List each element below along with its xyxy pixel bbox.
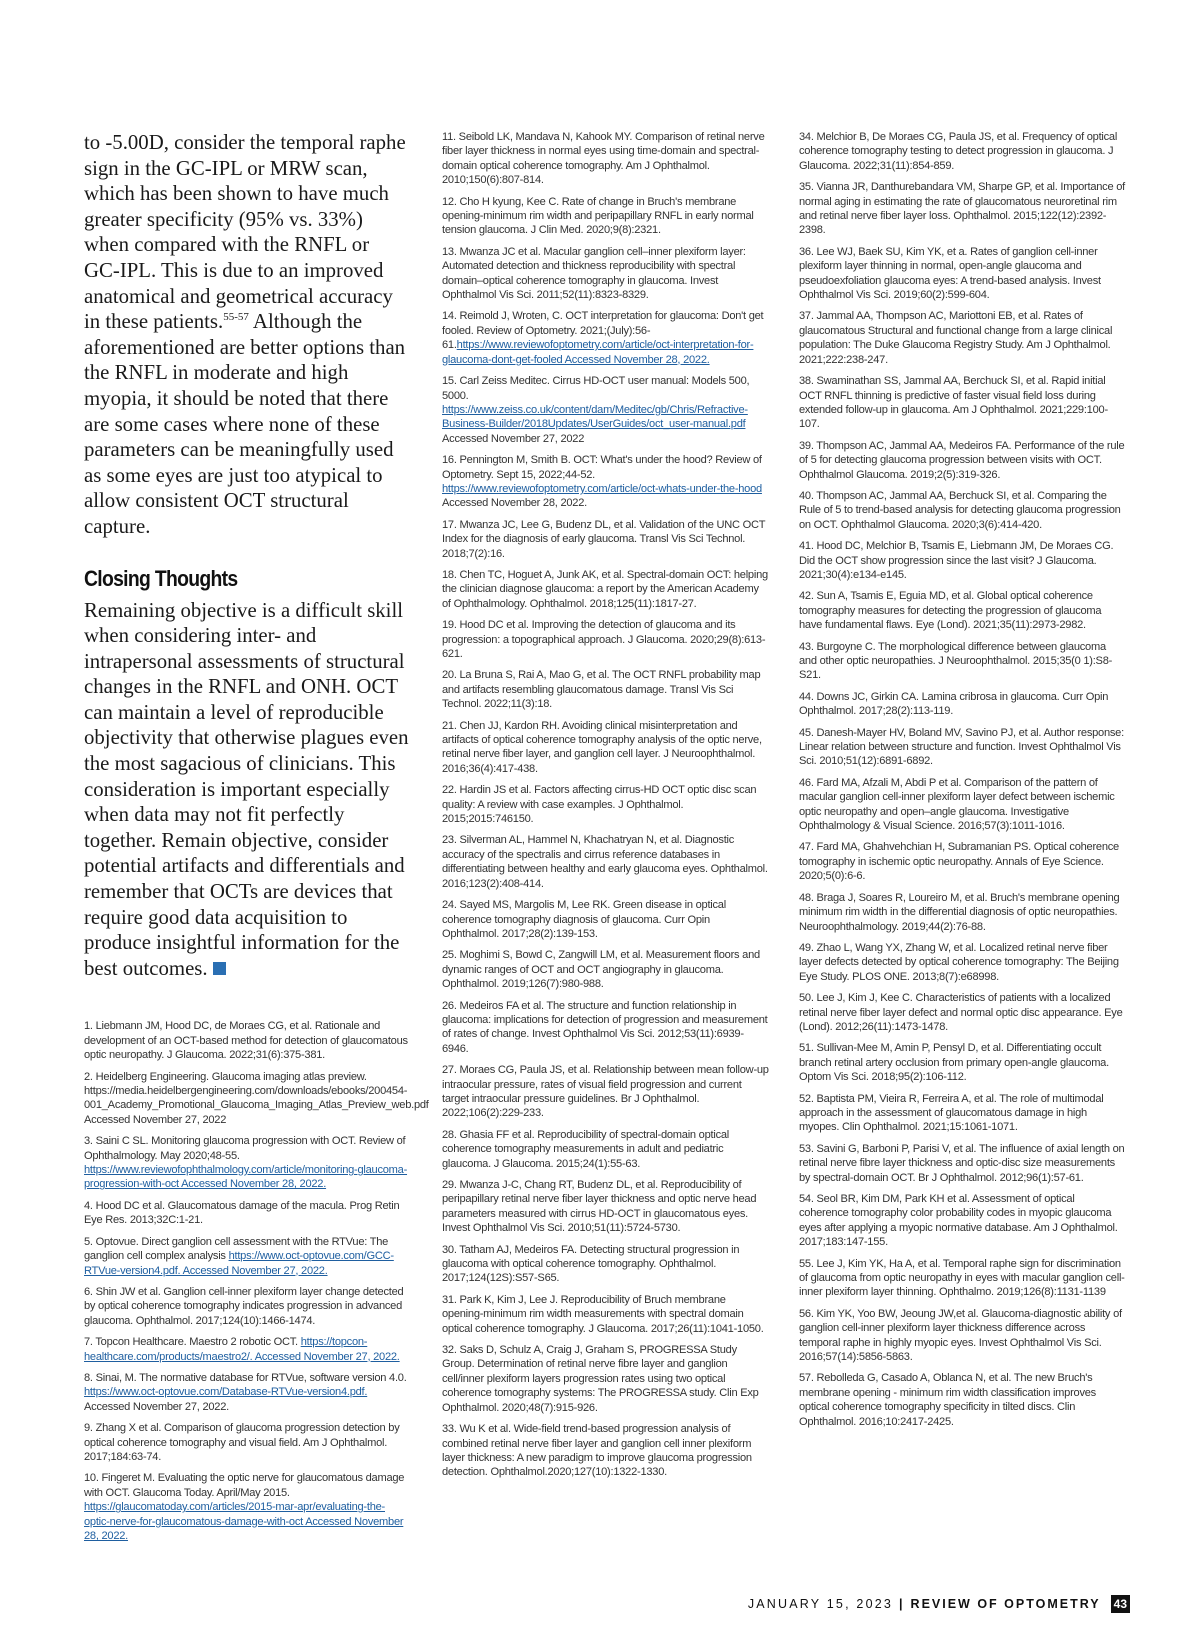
reference-item <box>799 489 1126 532</box>
reference-text: 37. Jammal AA, Thompson AC, Mariottoni EB, et al. Rates of glaucomatous Structural and functional change from a large clinical population: The Duke Glaucoma Registry Study. Am J Ophthalmol. 2021;222:238-247. <box>799 310 1113 366</box>
reference-text: 39. Thompson AC, Jammal AA, Medeiros FA. Performance of the rule of 5 for detecting glaucoma progression between visits with OCT. Ophthalmol Glaucoma. 2019;2(5):319-326. <box>799 439 1125 481</box>
reference-item <box>442 1422 769 1480</box>
reference-text: 38. Swaminathan SS, Jammal AA, Berchuck SI, et al. Rapid initial OCT RNFL thinning is predictive of faster visual field loss during extended follow-up in glaucoma. Am J Ophthalmol. 2021;229:100-107. <box>799 375 1108 431</box>
reference-text: 49. Zhao L, Wang YX, Zhang W, et al. Localized retinal nerve fiber layer defects detected by optical coherence tomography: The Beijing Eye Study. PLOS ONE. 2013;8(7):e68998. <box>799 941 1119 983</box>
reference-text: 46. Fard MA, Afzali M, Abdi P et al. Comparison of the pattern of macular ganglion cell-inner plexiform layer defect between ischemic optic neuropathy and open–angle glaucoma. Investigative Ophthalmology & Visual Science. 2016;57(3):1011-1016. <box>799 776 1115 833</box>
reference-item <box>799 840 1126 883</box>
reference-item <box>84 1335 410 1364</box>
reference-item <box>442 783 769 826</box>
reference-item <box>799 891 1126 934</box>
reference-item <box>442 130 769 188</box>
reference-item <box>84 1371 410 1414</box>
reference-text: 21. Chen JJ, Kardon RH. Avoiding clinical misinterpretation and artifacts of optical coherence tomography analysis of the optic nerve, retinal nerve fiber layer, and ganglion cell layer. J Neuroophthalmol. 2016;36(4):417-438. <box>442 719 762 775</box>
reference-list-column-3 <box>799 130 1126 1429</box>
reference-item <box>84 1235 410 1278</box>
citation-superscript: 55-57 <box>223 311 249 324</box>
reference-item <box>799 245 1126 303</box>
reference-item <box>84 1471 410 1543</box>
reference-item <box>442 898 769 941</box>
reference-item <box>442 453 769 511</box>
reference-text: 25. Moghimi S, Bowd C, Zangwill LM, et al. Measurement floors and dynamic ranges of OCT and OCT angiography in glaucoma. Ophthalmol. 2019;126(7):980-988. <box>442 949 760 991</box>
reference-link[interactable]: https://glaucomatoday.com/articles/2015-mar-apr/evaluating-the-optic-nerve-for-glaucomatous-damage-with-oct Accessed November 28, 2022. <box>84 1501 404 1542</box>
footer-separator: | <box>899 1597 905 1611</box>
reference-text: 15. Carl Zeiss Meditec. Cirrus HD-OCT user manual: Models 500, 5000. <box>442 375 750 402</box>
reference-text: 10. Fingeret M. Evaluating the optic nerve for glaucomatous damage with OCT. Glaucoma Today. April/May 2015. <box>84 1472 405 1499</box>
reference-text: 7. Topcon Healthcare. Maestro 2 robotic OCT. <box>84 1336 301 1349</box>
end-of-article-square-icon <box>213 962 226 975</box>
reference-text: 35. Vianna JR, Danthurebandara VM, Sharpe GP, et al. Importance of normal aging in estimating the rate of glaucomatous neuroretinal rim and retinal nerve fiber layer loss. Ophthalmol. 2015;122(12):2392-2398. <box>799 181 1125 237</box>
reference-item <box>799 130 1126 173</box>
reference-item <box>84 1019 410 1062</box>
reference-item <box>799 1257 1126 1300</box>
reference-text: 20. La Bruna S, Rai A, Mao G, et al. The OCT RNFL probability map and artifacts resembling glaucomatous damage. Transl Vis Sci Technol. 2022;11(3):18. <box>442 669 761 711</box>
reference-text: 45. Danesh-Mayer HV, Boland MV, Savino PJ, et al. Author response: Linear relation between structure and function. Invest Ophthalmol Vis Sci. 2010;51(12):6891-6892. <box>799 726 1124 768</box>
reference-item <box>799 439 1126 482</box>
reference-text: 44. Downs JC, Girkin CA. Lamina cribrosa in glaucoma. Curr Opin Ophthalmol. 2017;28(2):113-119. <box>799 690 1109 718</box>
reference-link[interactable]: https://www.reviewofoptometry.com/article/oct-interpretation-for-glaucoma-dont-get-fooled Accessed November 28, 2022. <box>442 339 754 366</box>
reference-text-after-link: Accessed November 27, 2022 <box>442 432 585 445</box>
reference-item <box>442 1243 769 1286</box>
reference-text: 43. Burgoyne C. The morphological difference between glaucoma and other optic neuropathies. J Neuroophthalmol. 2015;35(0 1):S8-S21. <box>799 640 1113 682</box>
reference-text: 6. Shin JW et al. Ganglion cell-inner plexiform layer change detected by optical coherence tomography indicates progression in advanced glaucoma. Ophthalmol. 2017;124(10):1466-1474. <box>84 1285 404 1327</box>
reference-text: 36. Lee WJ, Baek SU, Kim YK, et a. Rates of ganglion cell-inner plexiform layer thinning in normal, open-angle glaucoma and pseudoexfoliation glaucoma eyes: A trend-based analysis. Invest Ophthalmol Vis Sci. 2019;60(2):599-604. <box>799 245 1101 302</box>
reference-text: 32. Saks D, Schulz A, Craig J, Graham S, PROGRESSA Study Group. Determination of retinal nerve fibre layer and ganglion cell/inner plexiform layers progression rates using two optical coherence tomography systems: The PROGRESSA study. Clin Exp Ophthalmol. 2020;48(7):915-926. <box>442 1344 759 1414</box>
closing-text: Remaining objective is a difficult skill when considering inter- and intrapersonal assessments of structural changes in the RNFL and ONH. OCT can maintain a level of reproducible objectivity that otherwise plagues even the most sagacious of clinicians. This consideration is important especially when data may not fit perfectly together. Remain objective, consider potential artifacts and differentials and remember that OCTs are devices that require good data acquisition to produce insightful information for the best outcomes. <box>84 598 409 980</box>
reference-item <box>799 941 1126 984</box>
reference-text: 53. Savini G, Barboni P, Parisi V, et al. The influence of axial length on retinal nerve fibre layer thickness and optic-disc size measurements by spectral-domain OCT. Br J Ophthalmol. 2012;96(1):57-61. <box>799 1142 1125 1184</box>
reference-text: 23. Silverman AL, Hammel N, Khachatryan N, et al. Diagnostic accuracy of the spectralis and cirrus reference databases in differentiating between healthy and early glaucoma eyes. Ophthalmol. 2016;123(2):408-414. <box>442 834 768 890</box>
reference-item <box>84 1285 410 1328</box>
reference-item <box>442 1128 769 1171</box>
reference-link[interactable]: https://topcon-healthcare.com/products/maestro2/. Accessed November 27, 2022. <box>84 1336 400 1363</box>
intro-text-continued: Although the aforementioned are better options than the RNFL in moderate and high myopia, it should be noted that there are some cases where none of these parameters can be meaningfully used as some eyes are just too atypical to allow consistent OCT structural capture. <box>84 310 406 538</box>
reference-text: 12. Cho H kyung, Kee C. Rate of change in Bruch's membrane opening-minimum rim width and peripapillary RNFL in early normal tension glaucoma. J Clin Med. 2020;9(8):2321. <box>442 195 754 237</box>
reference-item <box>442 309 769 367</box>
column-2 <box>442 130 769 1487</box>
reference-item <box>84 1070 429 1128</box>
reference-text: 54. Seol BR, Kim DM, Park KH et al. Assessment of optical coherence tomography color probability codes in myopic glaucoma eyes after applying a myopic normative database. Am J Ophthalmol. 2017;183:147-155. <box>799 1193 1118 1249</box>
reference-item <box>799 1142 1126 1185</box>
reference-text: 50. Lee J, Kim J, Kee C. Characteristics of patients with a localized retinal nerve fiber layer defect and normal optic disc appearance. Eye (Lond). 2012;26(11):1473-1478. <box>799 992 1123 1033</box>
reference-item <box>84 1199 410 1228</box>
reference-text: 56. Kim YK, Yoo BW, Jeoung JW,et al. Glaucoma-diagnostic ability of ganglion cell-inner plexiform layer thickness difference across temporal raphe in highly myopic eyes. Invest Ophthalmol Vis Sci. 2016;57(14):5856-5863. <box>799 1307 1122 1364</box>
closing-thoughts-heading: Closing Thoughts <box>84 565 238 591</box>
reference-text: 52. Baptista PM, Vieira R, Ferreira A, et al. The role of multimodal approach in the assessment of glaucomatous damage in high myopes. Clin Ophthalmol. 2021;15:1061-1071. <box>799 1092 1104 1134</box>
reference-text: 34. Melchior B, De Moraes CG, Paula JS, et al. Frequency of optical coherence tomography testing to detect progression in glaucoma. J Glaucoma. 2022;31(11):854-859. <box>799 131 1118 172</box>
reference-item <box>799 539 1126 582</box>
reference-text: 4. Hood DC et al. Glaucomatous damage of the macula. Prog Retin Eye Res. 2013;32C:1-21. <box>84 1199 400 1227</box>
page-number: 43 <box>1111 1595 1130 1613</box>
reference-link[interactable]: https://www.reviewofoptometry.com/article/oct-whats-under-the-hood <box>442 482 762 495</box>
reference-text: 40. Thompson AC, Jammal AA, Berchuck SI, et al. Comparing the Rule of 5 to trend-based analysis for detecting glaucoma progression on OCT. Ophthalmol Glaucoma. 2020;3(6):414-420. <box>799 489 1121 531</box>
reference-text: 5. Optovue. Direct ganglion cell assessment with the RTVue: The ganglion cell complex analysis <box>84 1235 389 1263</box>
reference-text: 51. Sullivan-Mee M, Amin P, Pensyl D, et al. Differentiating occult branch retinal artery occlusion from primary open-angle glaucoma. Optom Vis Sci. 2018;95(2):106-112. <box>799 1042 1109 1084</box>
intro-text: to -5.00D, consider the temporal raphe sign in the GC-IPL or MRW scan, which has been shown to have much greater specificity (95% vs. 33%) when compared with the RNFL or GC-IPL. This is due to an improved anatomical and geometrical accuracy in these patients. <box>84 131 406 334</box>
reference-text: 55. Lee J, Kim YK, Ha A, et al. Temporal raphe sign for discrimination of glaucoma from optic neuropathy in eyes with macular ganglion cell-inner plexiform layer thinning. Ophthalmo. 2019;126(8):1131-1139 <box>799 1257 1125 1299</box>
column-1 <box>84 130 429 1550</box>
reference-item <box>442 1343 769 1415</box>
reference-item <box>799 180 1126 238</box>
reference-item <box>442 195 769 238</box>
reference-item <box>799 991 1126 1034</box>
reference-text: 27. Moraes CG, Paula JS, et al. Relationship between mean follow-up intraocular pressure, rates of visual field progression and current target intraocular pressure guidelines. Br J Ophthalmol. 2022;106(2):229-233. <box>442 1064 769 1120</box>
page-footer <box>748 1595 1130 1613</box>
reference-item <box>799 1092 1126 1135</box>
reference-text: 57. Rebolleda G, Casado A, Oblanca N, et al. The new Bruch's membrane opening - minimum rim width classification improves optical coherence tomography specificity in tilted discs. Clin Ophthalmol. 2016;10:2417-2425. <box>799 1372 1096 1428</box>
reference-text: 30. Tatham AJ, Medeiros FA. Detecting structural progression in glaucoma with optical coherence tomography. Ophthalmol. 2017;124(12S):S57-S65. <box>442 1243 740 1285</box>
reference-item <box>442 1293 769 1336</box>
reference-item <box>442 668 769 711</box>
reference-text: 31. Park K, Kim J, Lee J. Reproducibility of Bruch membrane opening-minimum rim width measurements with spectral domain optical coherence tomography. J Glaucoma. 2017;26(11):1041-1050. <box>442 1293 764 1335</box>
reference-item <box>799 690 1126 719</box>
closing-paragraph <box>84 598 410 982</box>
reference-link[interactable]: https://www.zeiss.co.uk/content/dam/Meditec/gb/Chris/Refractive-Business-Builder/2018Updates/UserGuides/oct_user-manual.pdf <box>442 403 748 431</box>
reference-item <box>799 776 1126 834</box>
reference-text-after-link: Accessed November 27, 2022. <box>84 1400 229 1413</box>
reference-item <box>799 726 1126 769</box>
reference-item <box>442 1178 769 1236</box>
issue-date: JANUARY 15, 2023 <box>747 1597 894 1611</box>
reference-item <box>799 640 1126 683</box>
journal-name: REVIEW OF OPTOMETRY <box>910 1597 1101 1611</box>
column-3 <box>799 130 1126 1436</box>
reference-text: 48. Braga J, Soares R, Loureiro M, et al. Bruch's membrane opening minimum rim width in the differential diagnosis of optic neuropathies. Neuroophthalmology. 2019;44(2):76-88. <box>799 891 1120 933</box>
reference-text-after-link: Accessed November 28, 2022. <box>442 497 587 510</box>
reference-item <box>442 518 769 561</box>
reference-item <box>84 1134 410 1192</box>
reference-text: 9. Zhang X et al. Comparison of glaucoma progression detection by optical coherence tomography and visual field. Am J Ophthalmol. 2017;184:63-74. <box>84 1422 400 1463</box>
reference-item <box>799 1192 1126 1250</box>
reference-item <box>442 719 769 777</box>
reference-item <box>799 589 1126 632</box>
reference-list-column-1 <box>84 1019 429 1543</box>
reference-text: 17. Mwanza JC, Lee G, Budenz DL, et al. Validation of the UNC OCT Index for the diagnosis of early glaucoma. Transl Vis Sci Technol. 2018;7(2):16. <box>442 518 766 560</box>
reference-item <box>442 245 769 303</box>
reference-text: 33. Wu K et al. Wide-field trend-based progression analysis of combined retinal nerve fiber layer and ganglion cell inner plexiform layer thickness: A new paradigm to improve glaucoma progression detection. Ophthalmol.2020;127(10):1322-1330. <box>442 1423 752 1479</box>
reference-text: 13. Mwanza JC et al. Macular ganglion cell–inner plexiform layer: Automated detection and thickness reproducibility with spectral domain–optical coherence tomography in glaucoma. Invest Ophthalmol Vis Sci. 2011;52(11):8323-8329. <box>442 245 746 302</box>
reference-item <box>84 1421 410 1464</box>
reference-item <box>442 1063 769 1121</box>
reference-text: 47. Fard MA, Ghahvehchian H, Subramanian PS. Optical coherence tomography in ischemic optic neuropathy. Annals of Eye Science. 2020;5(0):6-6. <box>799 841 1119 883</box>
reference-list-column-2 <box>442 130 769 1480</box>
reference-item <box>442 833 769 891</box>
reference-text: 24. Sayed MS, Margolis M, Lee RK. Green disease in optical coherence tomography diagnosis of glaucoma. Curr Opin Ophthalmol. 2017;28(2):139-153. <box>442 899 726 940</box>
reference-text: 41. Hood DC, Melchior B, Tsamis E, Liebmann JM, De Moraes CG. Did the OCT show progression since the last visit? J Glaucoma. 2021;30(4):e134-e145. <box>799 540 1114 581</box>
reference-item <box>442 568 769 611</box>
reference-text: 2. Heidelberg Engineering. Glaucoma imaging atlas preview. https://media.heidelbergengineering.com/downloads/ebooks/200454-001_Academy_Promotional_Glaucoma_Imaging_Atlas_Preview_web.pdf Accessed November 27, 2022 <box>84 1070 429 1126</box>
reference-link[interactable]: https://www.oct-optovue.com/Database-RTVue-version4.pdf. <box>84 1386 368 1399</box>
reference-text: 28. Ghasia FF et al. Reproducibility of spectral-domain optical coherence tomography measurements in adult and pediatric glaucoma. J Glaucoma. 2015;24(1):55-63. <box>442 1128 730 1170</box>
reference-text: 19. Hood DC et al. Improving the detection of glaucoma and its progression: a topographical approach. J Glaucoma. 2020;29(8):613-621. <box>442 619 766 660</box>
reference-item <box>799 1041 1126 1084</box>
reference-text: 42. Sun A, Tsamis E, Eguia MD, et al. Global optical coherence tomography measures for detecting the progression of glaucoma have fundamental flaws. Eye (Lond). 2021;35(11):2973-2982. <box>799 590 1102 632</box>
reference-link[interactable]: https://www.reviewofophthalmology.com/article/monitoring-glaucoma-progression-with-oct Accessed November 28, 2022. <box>84 1164 408 1191</box>
reference-item <box>799 309 1126 367</box>
reference-text: 22. Hardin JS et al. Factors affecting cirrus-HD OCT optic disc scan quality: A review with case examples. J Ophthalmol. 2015;2015:746150. <box>442 784 757 826</box>
reference-text: 26. Medeiros FA et al. The structure and function relationship in glaucoma: implications for detection of progression and measurement of rates of change. Invest Ophthalmol Vis Sci. 2012;53(11):6939-6946. <box>442 999 768 1055</box>
reference-text: 11. Seibold LK, Mandava N, Kahook MY. Comparison of retinal nerve fiber layer thickness in normal eyes using time-domain and spectral-domain optical coherence tomography. Am J Ophthalmol. 2010;150(6):807-814. <box>442 131 765 187</box>
reference-item <box>799 374 1126 432</box>
reference-item <box>799 1307 1126 1365</box>
reference-item <box>442 948 769 991</box>
reference-text: 29. Mwanza J-C, Chang RT, Budenz DL, et al. Reproducibility of peripapillary retinal nerve fiber layer thickness and optic nerve head parameters measured with cirrus HD-OCT in glaucomatous eyes. Invest Ophthalmol Vis Sci. 2010;51(11):5724-5730. <box>442 1179 757 1235</box>
reference-item <box>799 1371 1126 1429</box>
intro-paragraph <box>84 130 410 540</box>
reference-item <box>442 618 769 661</box>
reference-text: 14. Reimold J, Wroten, C. OCT interpretation for glaucoma: Don't get fooled. Review of Optometry. 2021;(July):56-61. <box>442 310 764 352</box>
reference-text: 18. Chen TC, Hoguet A, Junk AK, et al. Spectral-domain OCT: helping the clinician diagnose glaucoma: a report by the American Academy of Ophthalmology. Ophthalmol. 2018;125(11):1817-27. <box>442 568 768 610</box>
reference-item <box>442 374 769 446</box>
reference-item <box>442 999 769 1057</box>
reference-text: 1. Liebmann JM, Hood DC, de Moraes CG, et al. Rationale and development of an OCT-based method for detection of glaucomatous optic neuropathy. J Glaucoma. 2022;31(6):375-381. <box>84 1020 408 1062</box>
reference-text: 8. Sinai, M. The normative database for RTVue, software version 4.0. <box>84 1371 407 1384</box>
reference-text: 3. Saini C SL. Monitoring glaucoma progression with OCT. Review of Ophthalmology. May 2020;48-55. <box>84 1135 406 1162</box>
reference-link[interactable]: https://www.oct-optovue.com/GCC-RTVue-version4.pdf. Accessed November 27, 2022. <box>84 1250 394 1277</box>
reference-text: 16. Pennington M, Smith B. OCT: What's under the hood? Review of Optometry. Sept 15, 2022;44-52. <box>442 454 762 481</box>
